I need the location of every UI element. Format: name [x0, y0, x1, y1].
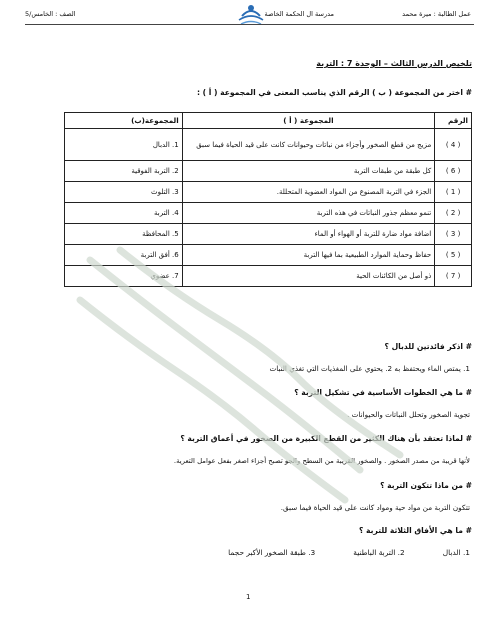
header-divider: [25, 24, 474, 25]
table-row: [65, 224, 472, 245]
student-name: عمل الطالبة : ميرة محمد: [402, 10, 471, 18]
definition-cell: ذو أصل من الكائنات الحية: [182, 266, 435, 287]
term-cell: 6. أفق التربة: [65, 245, 183, 266]
question-soil-horizons: # ما هي الأفاق الثلاثة للتربة ؟: [358, 526, 472, 535]
horizon-item: 3. طبقة الصخور الأكبر حجما: [228, 548, 316, 557]
answer-cell: ( 3 ): [435, 224, 472, 245]
answer-cell: ( 6 ): [435, 161, 472, 182]
answer-soil-horizons: [40, 548, 470, 557]
school-name: مدرسة ال الحكمة الخاصة: [264, 10, 334, 18]
question-soil-formation: # ما هي الخطوات الأساسية في تشكيل التربة ؟: [294, 388, 472, 397]
definition-cell: تنمو معظم جذور النباتات في هذه التربة: [182, 203, 435, 224]
definition-cell: الجزء في التربة المصنوع من المواد العضوية المتحللة.: [182, 182, 435, 203]
header-group-b: المجموعة(ب): [65, 113, 183, 129]
term-cell: 1. الدبال: [65, 129, 183, 161]
definition-cell: اضافة مواد ضارة للتربة أو الهواء أو الماء: [182, 224, 435, 245]
answer-cell: ( 1 ): [435, 182, 472, 203]
answer-soil-composition: تتكون التربة من مواد حية ومواد كانت على قيد الحياة فيما سبق.: [280, 503, 470, 512]
answer-cell: ( 2 ): [435, 203, 472, 224]
grade-label: الصف : الخامس/5: [25, 10, 76, 18]
term-cell: 3. التلوث: [65, 182, 183, 203]
question-soil-composition: # من ماذا تتكون التربة ؟: [380, 481, 472, 490]
table-row: [65, 203, 472, 224]
answer-humus-benefits: 1. يمتص الماء ويحتفظ به 2. يحتوي على المغذيات التي تغذي النبات: [269, 364, 470, 373]
term-cell: 2. التربة الفوقية: [65, 161, 183, 182]
definition-cell: حفاظ وحماية الموارد الطبيعية بما فيها التربة: [182, 245, 435, 266]
table-row: [65, 129, 472, 161]
answer-cell: ( 5 ): [435, 245, 472, 266]
answer-cell: ( 4 ): [435, 129, 472, 161]
table-row: [65, 266, 472, 287]
question-large-rocks: # لماذا تعتقد بأن هناك الكثير من القطع الكبيرة من الصخور في أعماق التربة ؟: [180, 434, 472, 443]
table-row: [65, 161, 472, 182]
horizon-item: 2. التربة الباطنية: [353, 548, 405, 557]
answer-large-rocks: لأنها قريبة من مصدر الصخور . والصخور القريبة من السطح والجو تصبح أجزاء اصغر بفعل عوامل التعرية.: [173, 457, 470, 465]
header-group-a: المجموعة ( أ ): [182, 113, 435, 129]
term-cell: 4. التربة: [65, 203, 183, 224]
header-number: الرقم: [435, 113, 472, 129]
matching-table: [64, 112, 472, 287]
table-row: [65, 182, 472, 203]
page-number: 1: [246, 593, 251, 601]
question-match: # اختر من المجموعة ( ب ) الرقم الذي يناسب المعنى في المجموعة ( أ ) :: [196, 88, 472, 97]
lesson-title: تلخيص الدرس الثالث – الوحدة 7 : التربة: [316, 59, 472, 68]
answer-cell: ( 7 ): [435, 266, 472, 287]
definition-cell: مزيج من قطع الصخور وأجزاء من نباتات وحيوانات كانت على قيد الحياة فيما سبق: [182, 129, 435, 161]
definition-cell: كل طبقة من طبقات التربة: [182, 161, 435, 182]
term-cell: 7. عضوي: [65, 266, 183, 287]
term-cell: 5. المحافظة: [65, 224, 183, 245]
question-humus-benefits: # اذكر فائدتين للدبال ؟: [384, 342, 472, 351]
horizon-item: 1. الدبال: [442, 548, 470, 557]
table-row: [65, 245, 472, 266]
answer-soil-formation: تجوية الصخور وتحلل النباتات والحيوانات .: [347, 410, 470, 419]
table-header-row: [65, 113, 472, 129]
